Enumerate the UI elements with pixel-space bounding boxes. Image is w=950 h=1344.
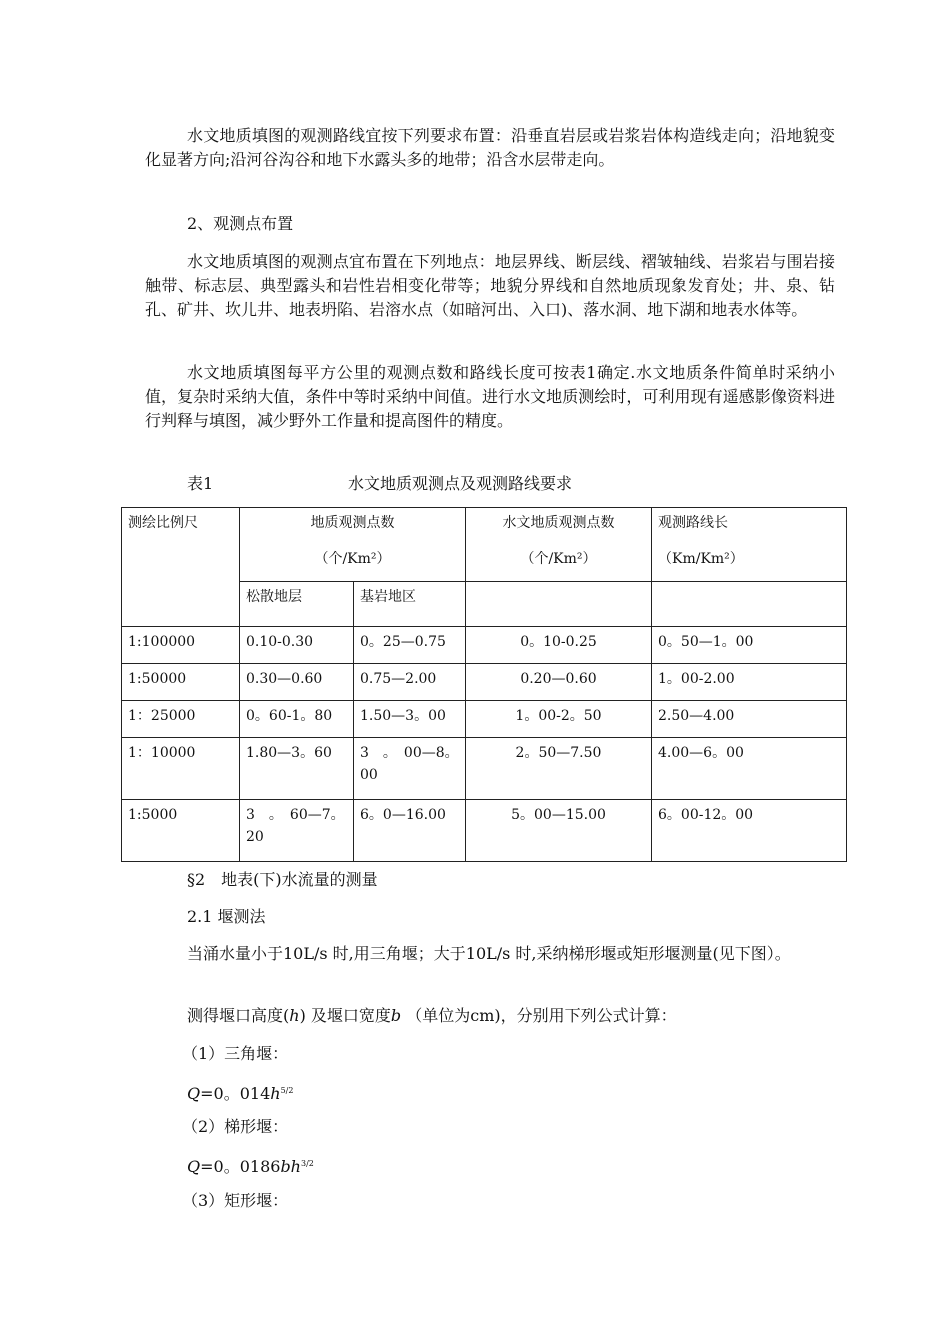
header-geo-points: [240, 508, 466, 582]
cell-bedrock: 1.50—3。00: [354, 701, 466, 738]
cell-loose: 0。60-1。80: [240, 701, 354, 738]
cell-scale: 1:100000: [122, 627, 240, 664]
header-route-empty: [652, 582, 847, 627]
header-route-length-unit: （Km/Km²）: [658, 551, 744, 567]
formula-h: h: [270, 1084, 281, 1103]
header-route-length: [652, 508, 847, 582]
formula-trapezoid: [187, 1152, 314, 1179]
formula-triangle: [187, 1079, 293, 1106]
cell-scale: 1:5000: [122, 800, 240, 862]
cell-bedrock: 6。0—16.00: [354, 800, 466, 862]
table-row: [122, 738, 847, 800]
header-hydro-points-unit: （个/Km²）: [520, 551, 597, 567]
cell-route: 1。00-2.00: [652, 664, 847, 701]
header-bedrock: 基岩地区: [354, 582, 466, 627]
cell-loose: 3 。 60—7。20: [240, 800, 354, 862]
cell-route: 6。00-12。00: [652, 800, 847, 862]
table-header-row: [122, 508, 847, 582]
header-geo-points-label: 地质观测点数: [310, 515, 395, 531]
measurement-var-h: h: [289, 1006, 300, 1025]
cell-hydro: 0.20—0.60: [466, 664, 652, 701]
cell-route: 0。50—1。00: [652, 627, 847, 664]
cell-bedrock: 3 。 00—8。00: [354, 738, 466, 800]
header-scale: 测绘比例尺: [122, 508, 240, 627]
header-loose: 松散地层: [240, 582, 354, 627]
cell-route: 2.50—4.00: [652, 701, 847, 738]
measurement-text-2: ) 及堰口宽度: [299, 1006, 391, 1025]
observation-requirements-table: [121, 507, 847, 862]
cell-loose: 0.30—0.60: [240, 664, 354, 701]
paragraph-point-layout: 水文地质填图的观测点宜布置在下列地点：地层界线、断层线、褶皱轴线、岩浆岩与围岩接触带、标志层、典型露头和岩性岩相变化带等；地貌分界线和自然地质现象发育处；井、泉、钻孔、矿井、坎儿井、地表坍陷、岩溶水点（如暗河出、入口)、落水洞、地下湖和地表水体等。: [145, 252, 835, 319]
cell-bedrock: 0.75—2.00: [354, 664, 466, 701]
paragraph-route-layout: 水文地质填图的观测路线宜按下列要求布置：沿垂直岩层或岩浆岩体构造线走向；沿地貌变化显著方向;沿河谷沟谷和地下水露头多的地带；沿含水层带走向。: [145, 126, 835, 169]
cell-hydro: 1。00-2。50: [466, 701, 652, 738]
paragraph-measurement: [187, 1004, 677, 1028]
formula-coef: =0。014: [200, 1084, 271, 1103]
header-geo-points-unit: （个/Km²）: [314, 551, 391, 567]
measurement-var-b: b: [390, 1006, 402, 1025]
formula-q: Q: [187, 1084, 201, 1103]
formula-exponent: 3/2: [300, 1159, 314, 1168]
header-hydro-points-label: 水文地质观测点数: [502, 515, 615, 531]
cell-route: 4.00—6。00: [652, 738, 847, 800]
formula-q: Q: [187, 1157, 201, 1176]
header-hydro-points: [466, 508, 652, 582]
cell-hydro: 2。50—7.50: [466, 738, 652, 800]
table-row: [122, 701, 847, 738]
formula-coef: =0。0186: [200, 1157, 281, 1176]
item-trapezoid-weir: （2）梯形堰：: [182, 1117, 289, 1136]
table-row: [122, 627, 847, 664]
cell-hydro: 0。10-0.25: [466, 627, 652, 664]
measurement-text-1: 测得堰口高度(: [187, 1006, 290, 1025]
table-row: [122, 664, 847, 701]
item-triangle-weir: （1）三角堰：: [182, 1044, 289, 1063]
section-title: §2 地表(下)水流量的测量: [187, 870, 378, 889]
subsection-weir-method: 2.1 堰测法: [187, 907, 266, 926]
item-rectangle-weir: （3）矩形堰：: [182, 1191, 289, 1210]
header-hydro-empty: [466, 582, 652, 627]
formula-bh: bh: [280, 1157, 301, 1176]
cell-hydro: 5。00—15.00: [466, 800, 652, 862]
header-route-length-label: 观测路线长: [658, 515, 728, 531]
cell-scale: 1：10000: [122, 738, 240, 800]
cell-scale: 1:50000: [122, 664, 240, 701]
formula-exponent: 5/2: [280, 1086, 294, 1095]
table-row: [122, 800, 847, 862]
paragraph-table-reference: 水文地质填图每平方公里的观测点数和路线长度可按表1确定.水文地质条件简单时采纳小值，复杂时采纳大值，条件中等时采纳中间值。进行水文地质测绘时，可利用现有遥感影像资料进行判释与填图，减少野外工作量和提高图件的精度。: [145, 363, 835, 430]
cell-loose: 1.80—3。60: [240, 738, 354, 800]
heading-observation-points: 2、观测点布置: [187, 214, 294, 233]
cell-loose: 0.10-0.30: [240, 627, 354, 664]
paragraph-weir-selection: 当涌水量小于10L/s 时,用三角堰；大于10L/s 时,采纳梯形堰或矩形堰测量(见下图）。: [187, 944, 791, 963]
table-label: 表1: [187, 474, 214, 493]
measurement-text-3: （单位为cm)，分别用下列公式计算：: [401, 1006, 677, 1025]
cell-bedrock: 0。25—0.75: [354, 627, 466, 664]
cell-scale: 1：25000: [122, 701, 240, 738]
table-title: 水文地质观测点及观测路线要求: [348, 474, 573, 493]
